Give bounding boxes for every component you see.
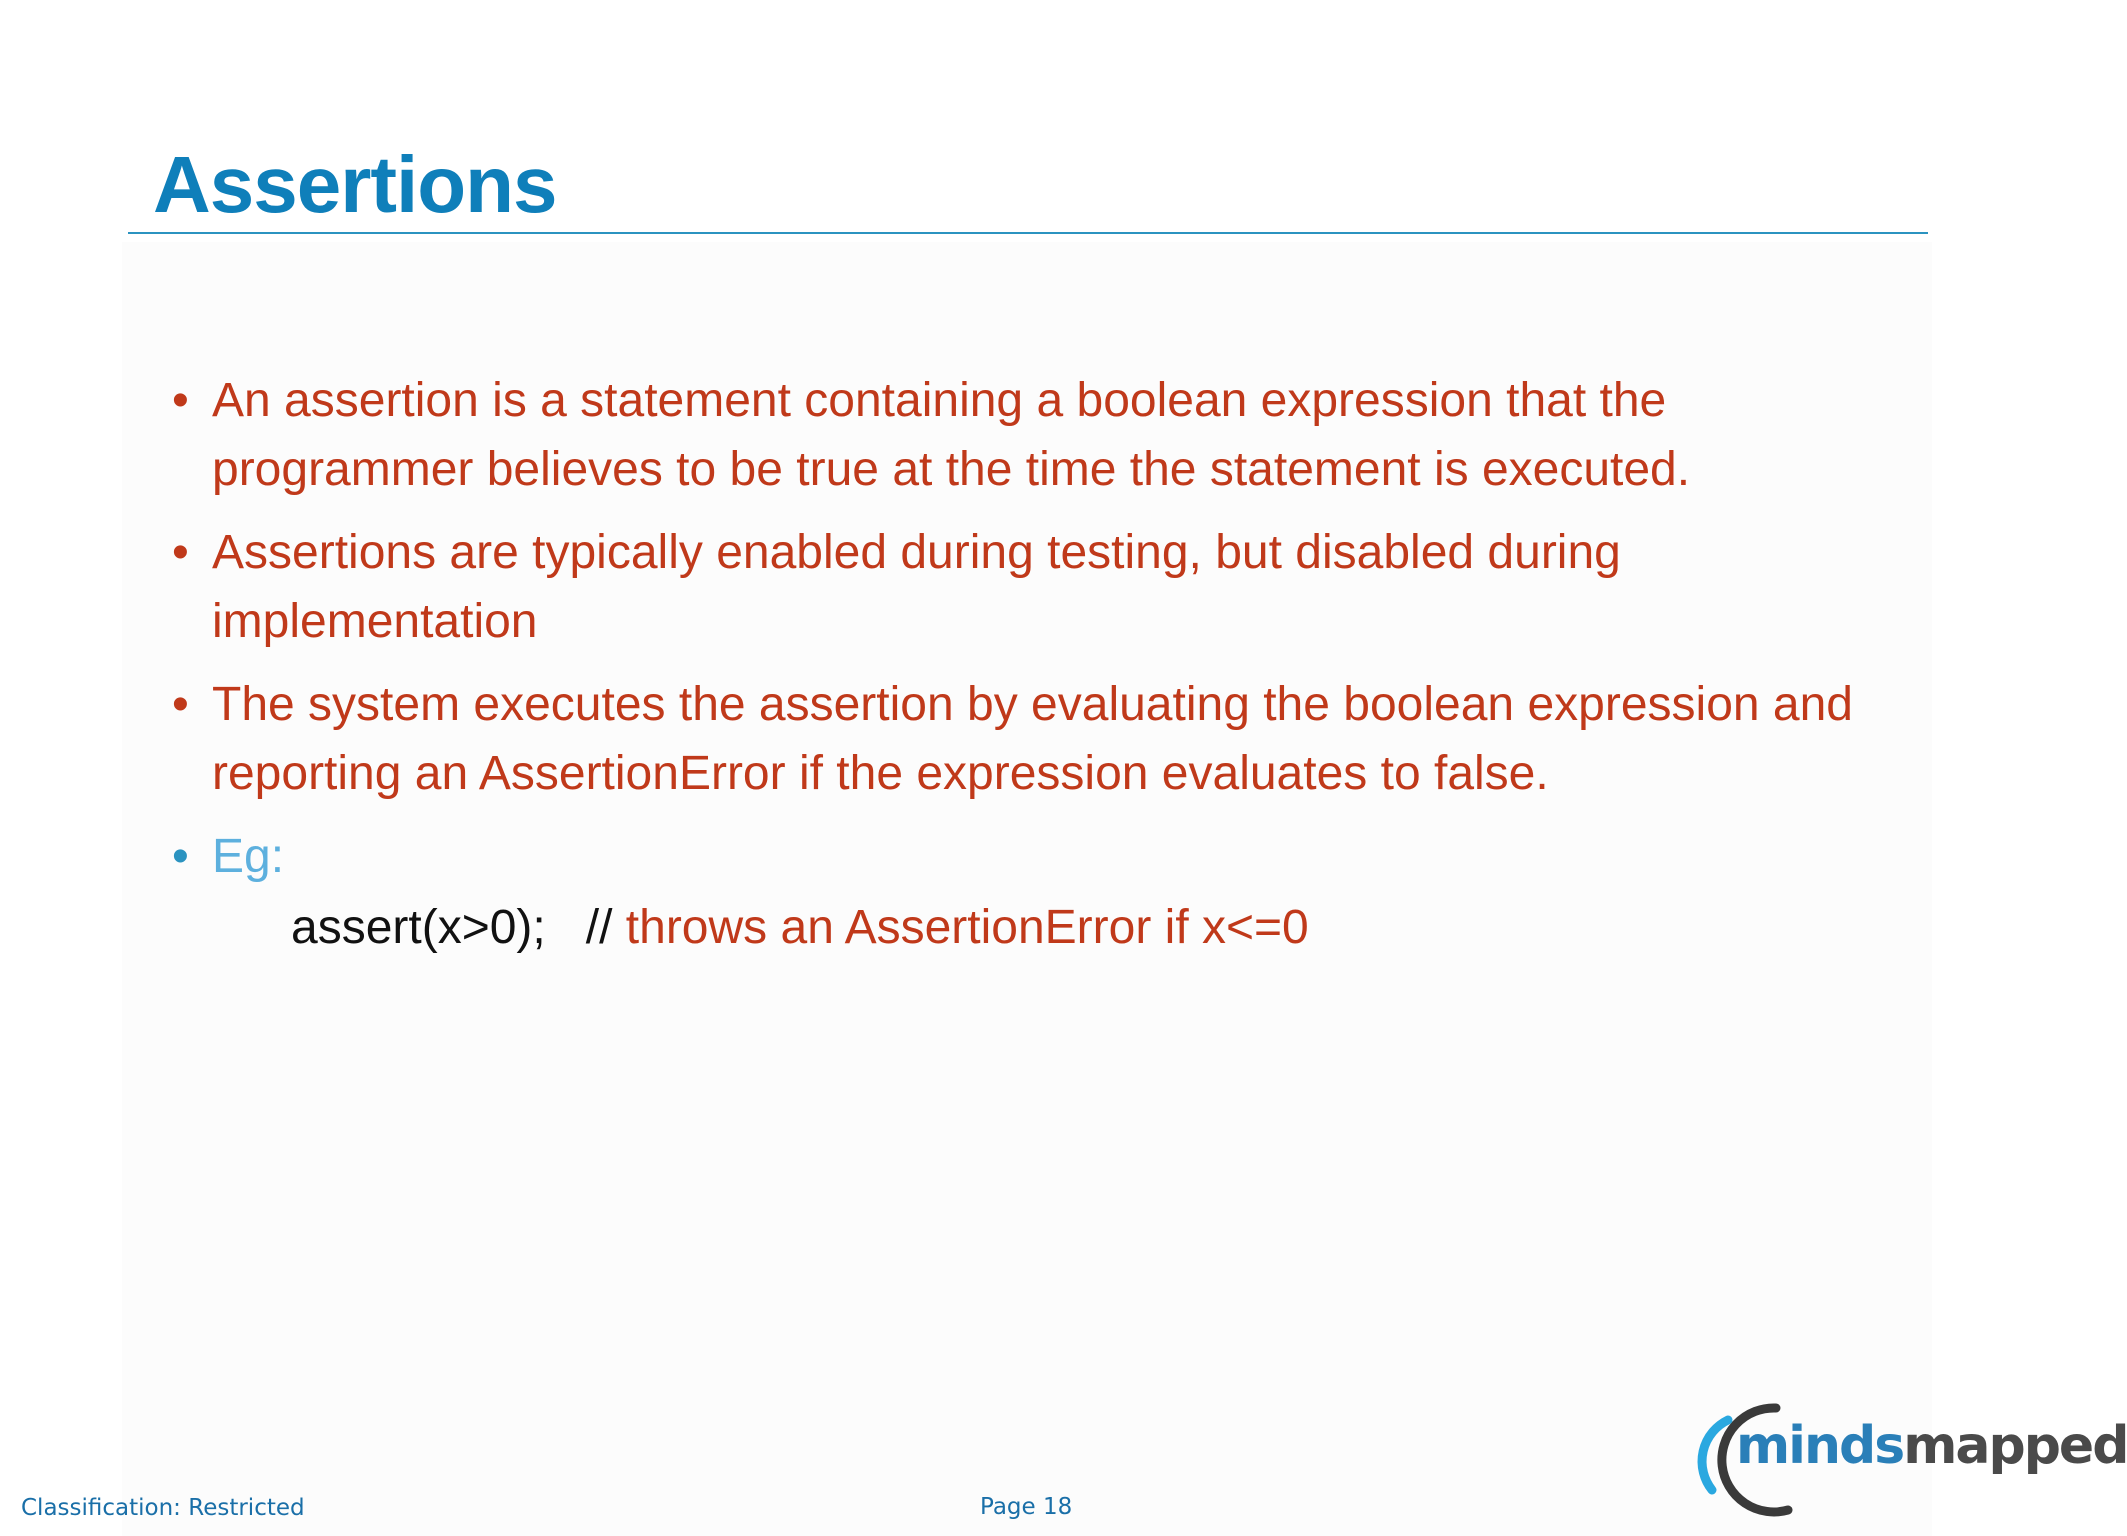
- bullet-icon: •: [172, 526, 189, 579]
- comment-marker: //: [585, 901, 613, 954]
- bullet-item-example: [172, 822, 1912, 891]
- logo-wordmark: [1736, 1416, 2127, 1476]
- slide-title: Assertions: [153, 140, 557, 229]
- code-example: [291, 893, 1309, 962]
- title-divider: [128, 232, 1928, 234]
- bullet-icon: •: [172, 374, 189, 427]
- bullet-text: Eg:: [212, 830, 285, 883]
- bullet-item: [172, 366, 1912, 504]
- code-snippet: assert(x>0);: [291, 901, 546, 954]
- bullet-text: An assertion is a statement containing a boolean expression that the programmer believes to be true at the time the statement is executed.: [212, 374, 1691, 496]
- bullet-item: [172, 518, 1912, 656]
- bullet-item: [172, 670, 1912, 808]
- page-number: Page 18: [980, 1494, 1073, 1520]
- bullet-icon: •: [172, 678, 189, 731]
- classification-label: Classification: Restricted: [21, 1495, 305, 1521]
- bullet-icon: •: [172, 830, 189, 883]
- logo-text-minds: minds: [1736, 1416, 1904, 1476]
- mindsmapped-logo: [1688, 1398, 2127, 1516]
- bullet-text: Assertions are typically enabled during testing, but disabled during implementation: [212, 526, 1621, 648]
- logo-text-mapped: mapped: [1903, 1416, 2127, 1476]
- code-comment: throws an AssertionError if x<=0: [625, 901, 1309, 954]
- bullet-list: [172, 366, 1912, 905]
- bullet-text: The system executes the assertion by evaluating the boolean expression and reporting an AssertionError if the expression evaluates to false.: [212, 678, 1853, 800]
